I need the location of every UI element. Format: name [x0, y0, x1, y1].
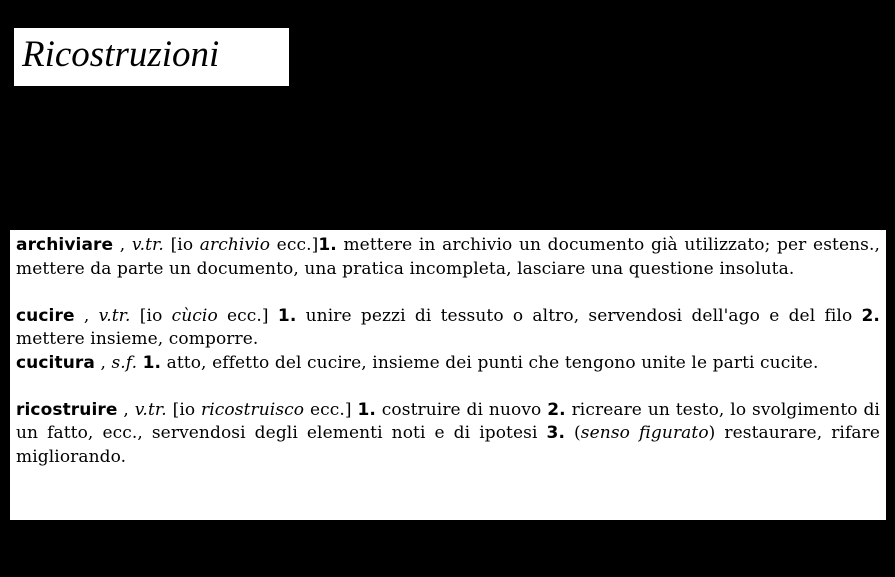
- page-title: Ricostruzioni: [22, 34, 220, 75]
- sense-number: 1.: [357, 399, 376, 420]
- part-of-speech: v.tr.: [134, 399, 167, 420]
- bracket-open: [io: [170, 235, 200, 255]
- sense-number: 1.: [318, 235, 337, 255]
- headword: archiviare: [16, 235, 114, 255]
- entry-archiviare: archiviare , v.tr. [io archivio ecc.]1. mettere in archivio un documento già utilizzato; per estens., mettere da parte un documento, una pratica incompleta, lasciare una questione insoluta.: [16, 235, 880, 279]
- part-of-speech: s.f.: [111, 352, 138, 373]
- sense-number: 2.: [861, 305, 880, 326]
- sense-text: restaurare, rifare migliorando.: [16, 423, 880, 467]
- sense-number: 1.: [277, 305, 297, 326]
- sense-number: 2.: [547, 399, 566, 420]
- sense-number: 1.: [142, 352, 162, 373]
- dictionary-definitions: [10, 230, 886, 520]
- sense-text: atto, effetto del cucire, insieme dei punti che tengono unite le parti cucite.: [161, 352, 819, 373]
- spacer: [16, 281, 880, 305]
- sense-text: ricreare un testo, lo svolgimento di un fatto, ecc., servendosi degli elementi noti e di ipotesi: [16, 399, 880, 443]
- headword: ricostruire: [16, 399, 118, 420]
- usage-note: senso figurato: [580, 423, 709, 443]
- headword: cucitura: [16, 352, 95, 373]
- bracket-close: ecc.]: [304, 399, 352, 420]
- title-box: [14, 28, 289, 86]
- entry-cucitura: cucitura , s.f. 1. atto, effetto del cucire, insieme dei punti che tengono unite le parti cucite.: [16, 352, 819, 373]
- entry-cucire: cucire , v.tr. [io cùcio ecc.] 1. unire pezzi di tessuto o altro, servendosi dell'ago e del filo 2. mettere insieme, comporre.: [16, 305, 880, 349]
- bracket-close: ecc.]: [270, 235, 319, 255]
- sense-text: mettere insieme, comporre.: [16, 329, 259, 349]
- bracket-open: [io: [172, 399, 202, 420]
- paren-open: (: [565, 423, 581, 443]
- sense-text: mettere in archivio un documento già utilizzato; per estens., mettere da parte un documento, una pratica incompleta, lasciare una questione insoluta.: [16, 235, 880, 279]
- sense-text: costruire di nuovo: [375, 399, 548, 420]
- inflected-form: archivio: [199, 235, 271, 255]
- inflected-form: ricostruisco: [201, 399, 305, 420]
- sense-text: unire pezzi di tessuto o altro, servendosi dell'ago e del filo: [296, 305, 862, 326]
- inflected-form: cùcio: [171, 305, 218, 326]
- part-of-speech: v.tr.: [131, 235, 164, 255]
- entry-ricostruire: ricostruire , v.tr. [io ricostruisco ecc.] 1. costruire di nuovo 2. ricreare un testo, lo svolgimento di un fatto, ecc., servendosi degli elementi noti e di ipotesi 3. (senso figurato) restaurare, rifare migliorando.: [16, 399, 880, 467]
- sense-number: 3.: [546, 423, 566, 443]
- bracket-close: ecc.]: [217, 305, 269, 326]
- spacer: [16, 375, 880, 399]
- bracket-open: [io: [139, 305, 172, 326]
- part-of-speech: v.tr.: [98, 305, 131, 326]
- headword: cucire: [16, 305, 75, 326]
- paren-close: ): [708, 423, 716, 443]
